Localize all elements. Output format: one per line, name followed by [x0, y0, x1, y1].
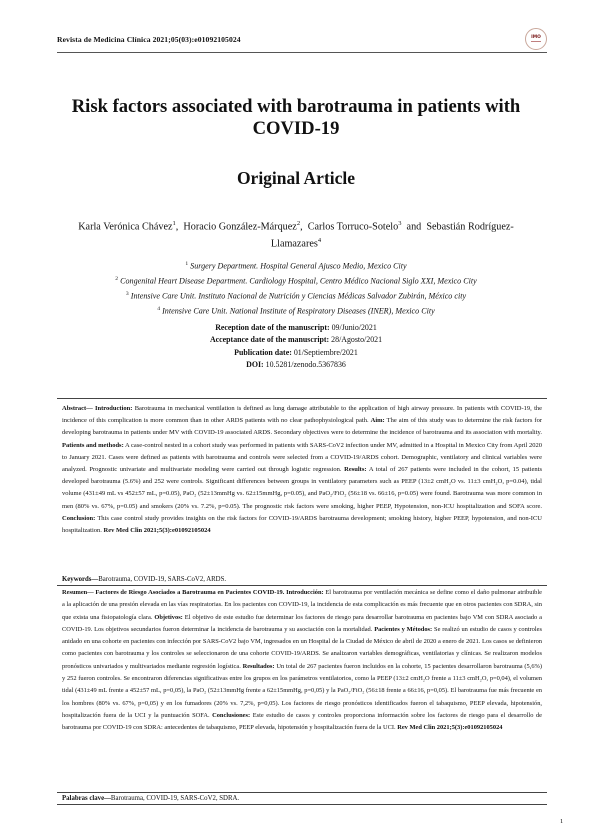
affiliation-item: $^4$ Intensive Care Unit. National Institute of Respiratory Diseases (INER), Mexico City [157, 305, 435, 316]
resumen-label: Resumen— [62, 589, 94, 596]
journal-citation-line: Revista de Medicina Clínica 2021;05(03):e01092105024 [57, 34, 241, 44]
author-name: Horacio González-Márquez [183, 221, 297, 233]
acceptance-date: Acceptance date of the manuscript: 28/Agosto/2021 [209, 335, 383, 345]
affiliation-item: $^3$ Intensive Care Unit. Instituto Nacional de Nutrición y Ciencias Médicas Salvador Zubirán, México city [125, 290, 467, 301]
journal-logo-icon [525, 28, 547, 50]
affiliation-item: $^1$ Surgery Department. Hospital General Ajusco Medio, Mexico City [185, 261, 407, 271]
journal-header [57, 28, 547, 50]
abstract-label: Abstract— [62, 405, 93, 412]
doi[interactable]: DOI: 10.5281/zenodo.5367836 [246, 360, 346, 370]
keywords-spanish: Palabras clave—Barotrauma, COVID-19, SARS-CoV2, SDRA. [57, 792, 547, 805]
abstract-spanish: Resumen— Factores de Riesgo Asociados a Barotrauma en Pacientes COVID-19. Introducción: El barotrauma por ventilación mecánica se define como el daño pulmonar atribuible a la aplicación de una presión elevada en las vías respiratorias. En los pacientes con COVID-19, la incidencia de esta complicación es más frecuente que en otros pacientes con SDRA, sin que exista una fisiopatología clara. Objetivos: El objetivo de este estudio fue determinar los factores de riesgo para desarrollar barotrauma en pacientes bajo VM con SDRA asociado a COVID-19. Los objetivos secundarios fueron determinar la incidencia de barotrauma y su asociación con la mortalidad. Pacientes y Métodos: Se realizó un estudio de casos y controles anidado en una cohorte en pacientes con infección por SARS-CoV2 bajo VM, ingresados en un Hospital de la Ciudad de México de abril de 2020 a enero de 2021. Los casos se definieron como pacientes con barotrauma y los controles se seleccionaron de una cohorte COVID-19/ARDS. Se analizaron variables demográficas, ventilatorias y clínicas. Se realizaron modelos pronósticos univariados y multivariados mediante regresión logística. Resultados: Un total de 267 pacientes fueron incluidos en la cohorte, 15 pacientes desarrollaron barotrauma (5,6%) y 252 fueron controles. Se encontraron diferencias significativas entre los grupos en los parámetros ventilatorios, como la PEEP (13±2 cmH₂O frente a 11±3 cmH₂O, p=0,04), el volumen tidal (431±49 mL frente a 452±57 mL, p=0,05), la PaO₂ (52±13mmHg frente a 62±15mmHg, p=0,05) y la PaO₂/FiO₂ (56±18 frente a 66±16, p=0,05). El barotrauma fue más frecuente en los hombres (80% vs. 67%, p=0,05) y en los fumadores (20% vs. 7,2%, p=0,05). Los factores de riesgo pronósticos identificados fueron el tabaquismo, PEEP elevada, hipotensión, hospitalización fuera de la UCI y la puntuación SOFA. Conclusiones: Este estudio de casos y controles proporciona información sobre los factores de riesgo para el desarrollo de barotrauma por COVID-19 con SDRA: antecedentes de tabaquismo, PEEP elevada, hipotensión y hospitalización fuera de la UCI. Rev Med Clin 2021;5(3):e01092105024 [62, 589, 543, 732]
article-type: Original Article [236, 168, 356, 188]
publication-date: Publication date: 01/Septiembre/2021 [234, 347, 358, 357]
article-title: Risk factors associated with barotrauma in patients with COVID-19 [71, 96, 521, 139]
author-conjunction: and [406, 221, 422, 233]
author-list: Karla Verónica Chávez$^1$, Horacio González-Márquez$^2$, Carlos Torruco-Sotelo$^3$ and Sebastián Rodríguez-Llamazares$^4$ [78, 220, 514, 250]
manuscript-dates [50, 322, 542, 372]
author-affiliation-mark: 1 [172, 220, 176, 227]
author-affiliation-mark: 3 [398, 220, 402, 227]
page-number: 1 [560, 818, 564, 825]
author-affiliation-mark: 2 [296, 220, 301, 227]
author-affiliation-mark: 4 [317, 237, 322, 245]
journal-logo-text: IMO [531, 34, 541, 40]
affiliation-item: $^2$ Congenital Heart Disease Department. Cardiology Hospital, Centro Médico Nacional Siglo XXI, Mexico City [115, 275, 477, 286]
abstract-english: Abstract— Introduction: Barotrauma in mechanical ventilation is defined as lung damage attributable to the application of high airway pressure. In patients with COVID-19, the incidence of this complication is more common than in other ARDS patients with no clear pathophysiological path. Aim: The aim of this study was to determine the risk factors for developing barotrauma in patients under MV with COVID-19 associated ARDS. Secondary objectives were to determine the incidence of barotrauma and its association with mortality. Patients and methods: A case-control nested in a cohort study was performed in patients with SARS-CoV2 infection under MV, admitted in a Hospital in Mexico City from April 2020 to January 2021. Cases were defined as patients with barotrauma and controls were selected from a COVID-19/ARDS cohort. Demographic, ventilatory and clinical variables were analyzed. Prognostic univariate and multivariate modeling were carried out through logistic regression. Results: A total of 267 patients were included in the cohort, 15 patients developed barotrauma (5.6%) and 252 were controls. Significant differences between groups in ventilatory parameters such as PEEP (13±2 cmH₂O vs. 11±3 cmH₂O, p=0.04), tidal volume (431±49 mL vs 452±57 mL, p=0.05), PaO₂ (52±13mmHg vs. 62±15mmHg, p=0.05), and PaO₂/FiO₂ (56±18 vs. 66±16, p=0.05) were found. Barotrauma was more common in men (80% vs. 67%, p=0.05) and smokers (20% vs. 7.2%, p=0.05). The prognostic risk factors were smoking, higher PEEP, Hypotension, non-ICU hospitalization and SOFA score. Conclusion: This case control study provides insights on the risk factors for COVID-19/ARDS barotrauma development; smoking history, higher PEEP, hypotension, and non-ICU hospitalization. Rev Med Clin 2021;5(3):e01092105024 [57, 398, 547, 537]
resumen-citation: Rev Med Clin 2021;5(3):e01092105024 [397, 724, 503, 732]
header-divider [57, 52, 547, 53]
keywords-english: Keywords—Barotrauma, COVID-19, SARS-CoV2, ARDS. [57, 574, 547, 586]
author-name: Karla Verónica Chávez [78, 221, 173, 233]
reception-date: Reception date of the manuscript: 09/Junio/2021 [215, 323, 377, 332]
author-name: Carlos Torruco-Sotelo [307, 221, 399, 233]
abstract-citation: Rev Med Clin 2021;5(3):e01092105024 [103, 527, 211, 535]
author-name: Sebastián Rodríguez-Llamazares [270, 221, 514, 250]
affiliation-list [50, 258, 542, 318]
